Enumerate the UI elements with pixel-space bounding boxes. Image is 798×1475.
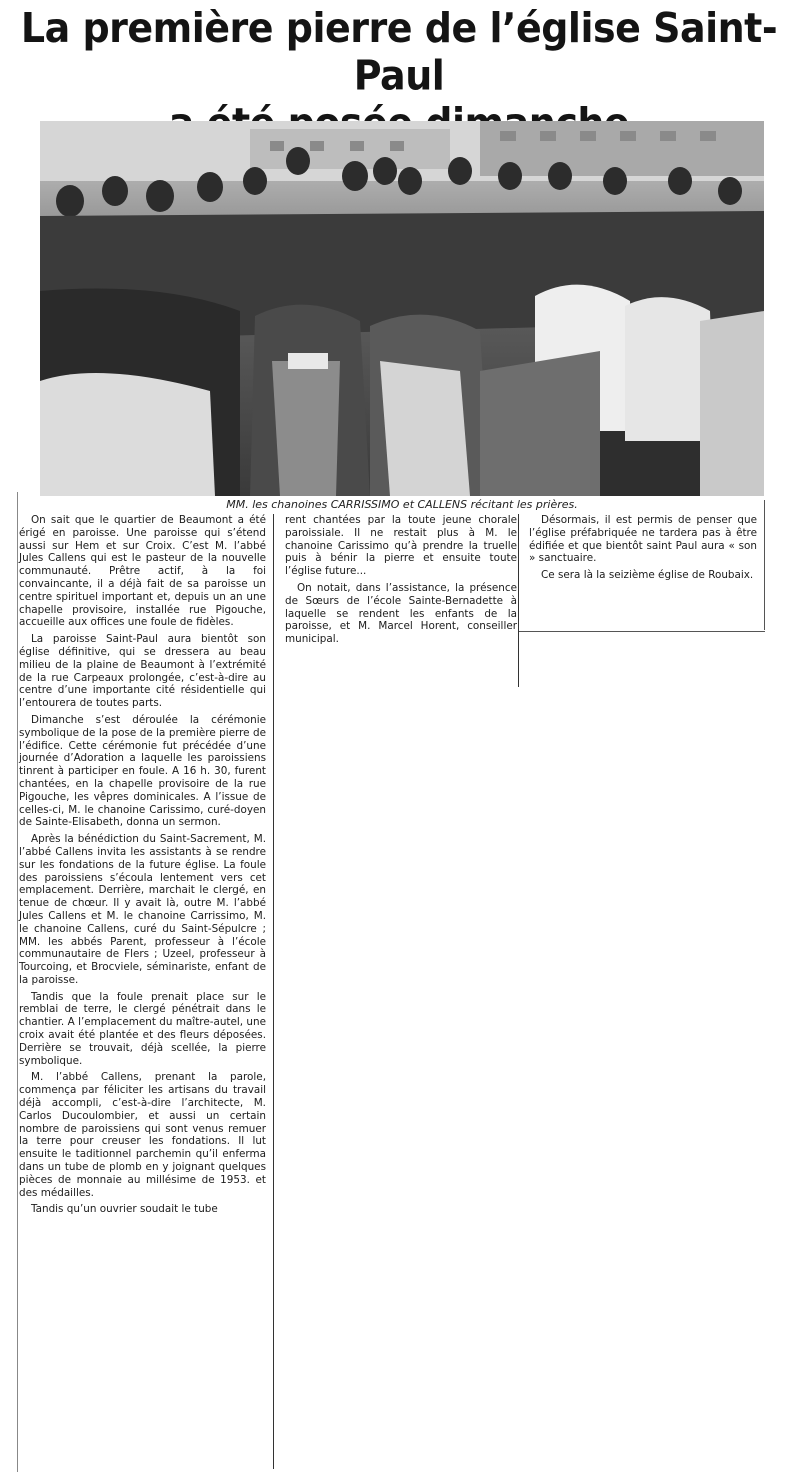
column-rule-2	[518, 514, 519, 687]
article-column-3	[529, 514, 757, 582]
paragraph: Tandis qu’un ouvrier soudait le tube	[31, 1203, 218, 1216]
news-photo	[40, 121, 764, 496]
photo-caption: MM. les chanoines CARRISSIMO et CALLENS récitant les prières.	[226, 498, 578, 511]
column-rule-right	[764, 500, 765, 630]
paragraph: Après la bénédiction du Saint-Sacrement, M. l’abbé Callens invita les assistants à se rendre sur les fondations de la future église. La foule des paroissiens s’écoula lentement vers cet emplacement. Derrière, marchait le clergé, en tenue de chœur. Il y avait là, outre M. l’abbé Jules Callens et M. le chanoine Carrissimo, M. le chanoine Callens, curé du Saint-Sépulcre ; MM. les abbés Parent, professeur à l’école communautaire de Flers ; Uzeel, professeur à Tourcoing, et Brocviele, séminariste, enfant de la paroisse.	[19, 833, 266, 986]
paragraph: rent chantées par la toute jeune chorale paroissiale. Il ne restait plus à M. le chanoine Carissimo qu’à prendre la truelle puis à bénir la pierre et ensuite toute l’église future...	[285, 514, 517, 578]
paragraph: On sait que le quartier de Beaumont a été érigé en paroisse. Une paroisse qui s’étend aussi sur Hem et sur Croix. C’est M. l’abbé Jules Callens qui est le pasteur de la nouvelle communauté. Prêtre actif, à la foi convaincante, il a déjà fait de sa paroisse un centre spirituel important et, depuis un an une chapelle provisoire, installée rue Pigouche, accueille aux offices une foule de fidèles.	[19, 514, 266, 629]
paragraph: La paroisse Saint-Paul aura bientôt son église définitive, qui se dressera au beau milieu de la plaine de Beaumont à l’extrémité de la rue Carpeaux prolongée, c’est-à-dire au centre d’une importante cité résidentielle qui l’entourera de toutes parts.	[19, 633, 266, 710]
column-rule-1	[273, 514, 274, 1469]
paragraph: Ce sera là la seizième église de Roubaix.	[541, 569, 754, 582]
headline-line-1: La première pierre de l’église Saint-Paul	[20, 4, 778, 100]
paragraph: On notait, dans l’assistance, la présence de Sœurs de l’école Sainte-Bernadette à laquelle se rendent les enfants de la paroisse, et M. Marcel Horent, conseiller municipal.	[285, 581, 517, 646]
article-column-2	[285, 514, 517, 646]
paragraph: Désormais, il est permis de penser que l’église préfabriquée ne tardera pas à être édifiée et que bientôt saint Paul aura « son » sanctuaire.	[529, 514, 757, 565]
paragraph: Dimanche s’est déroulée la cérémonie symbolique de la pose de la première pierre de l’édifice. Cette cérémonie fut précédée d’une journée d’Adoration a laquelle les paroissiens tinrent à participer en foule. A 16 h. 30, furent chantées, en la chapelle provisoire de la rue Pigouche, les vêpres dominicales. A l’issue de celles-ci, M. le chanoine Carissimo, curé-doyen de Sainte-Elisabeth, donna un sermon.	[19, 713, 266, 829]
column-rule-left	[17, 492, 18, 1472]
column-end-rule	[519, 631, 765, 632]
article-column-1	[19, 514, 266, 1216]
paragraph: Tandis que la foule prenait place sur le remblai de terre, le clergé pénétrait dans le chantier. A l’emplacement du maître-autel, une croix avait été plantée et des fleurs déposées. Derrière se trouvait, déjà scellée, la pierre symbolique.	[19, 990, 266, 1067]
paragraph: M. l’abbé Callens, prenant la parole, commença par féliciter les artisans du travail déjà accompli, c’est-à-dire l’architecte, M. Carlos Ducoulombier, et aussi un certain nombre de paroissiens qui sont venus remuer la terre pour creuser les fondations. Il lut ensuite le taditionnel parchemin qu’il enferma dans un tube de plomb en y joignant quelques pièces de monnaie au millésime de 1953. et des médailles.	[19, 1071, 266, 1199]
